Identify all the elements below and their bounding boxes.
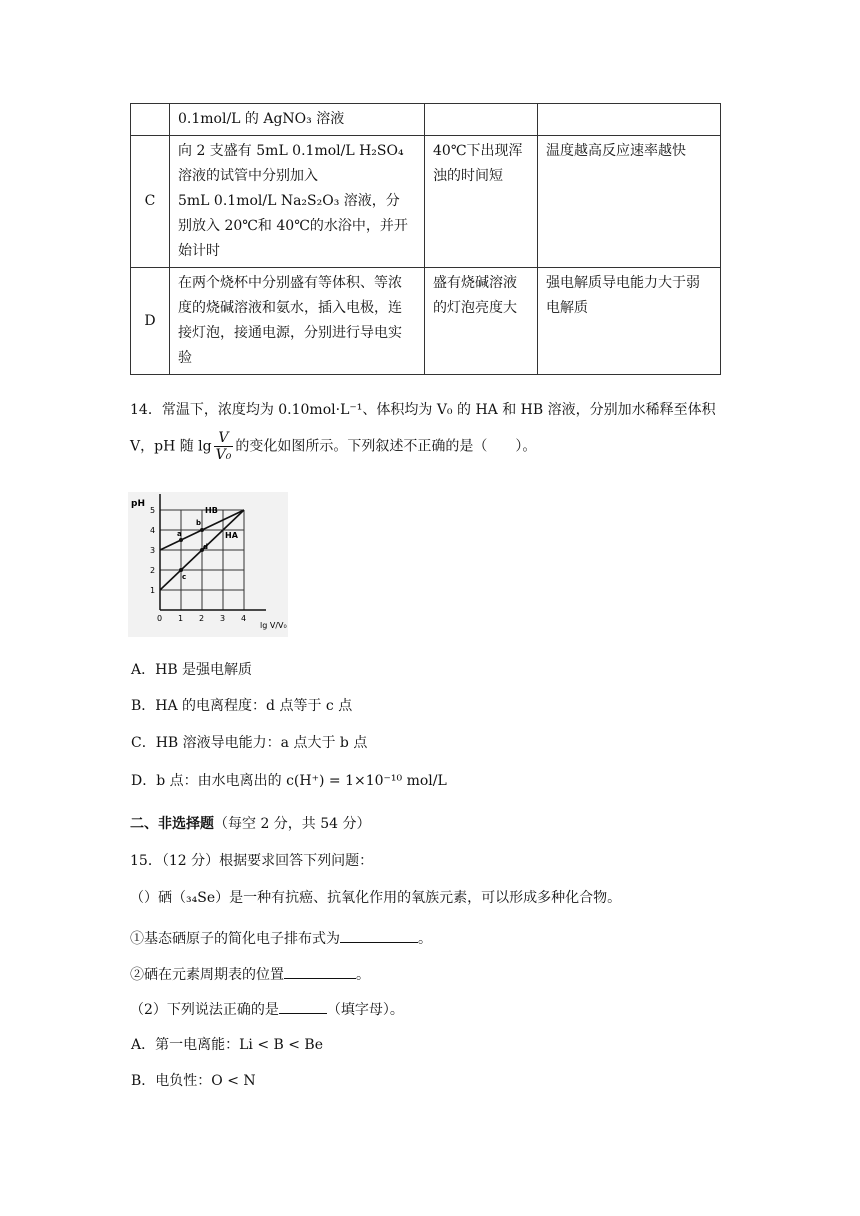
option-c: C．HB 溶液导电能力：a 点大于 b 点 [131,735,368,751]
option-b: B．HA 的电离程度：d 点等于 c 点 [131,698,353,714]
cell-conclusion: 温度越高反应速率越快 [538,136,721,268]
row-label-c: C [131,136,170,268]
cell-line: 强电解质导电能力大于弱 [546,275,700,291]
cell-line: 的灯泡亮度大 [433,300,517,316]
cell-line: 溶液的试管中分别加入 [178,168,318,184]
question-15-sub2: （2）下列说法正确的是 （填字母）。 [130,998,404,1022]
cell-line: 40℃下出现浑 [433,143,523,159]
answer-blank[interactable] [279,999,327,1014]
x-tick-label: 2 [199,614,205,623]
cell-line: 在两个烧杯中分别盛有等体积、等浓 [178,275,402,291]
question-14-stem-line2: V，pH 随 lg $\frac{V}{\text{V₀}}$ 的变化如图所示。下列叙述不正确的是（ ）。 [130,430,537,463]
table-row [131,268,721,375]
data-point [200,528,204,532]
cell-line: 验 [178,350,192,366]
x-tick-label: 4 [241,614,247,623]
question-15-sub1a: ①基态硒原子的简化电子排布式为 。 [130,927,432,951]
cell-conclusion [538,104,721,136]
x-tick-label: 0 [157,614,163,623]
answer-blank[interactable] [284,964,356,979]
cell-line: 向 2 支盛有 5mL 0.1mol/L H₂SO₄ [178,143,404,159]
cell-phenomenon [425,104,538,136]
y-tick-label: 4 [150,526,156,535]
x-tick-label: 3 [220,614,226,623]
row-label-empty [131,104,170,136]
cell-line: 别放入 20℃和 40℃的水浴中，并开 [178,218,408,234]
y-tick-label: 2 [150,566,156,575]
cell-line: 电解质 [546,300,588,316]
cell-line: 接灯泡，接通电源，分别进行导电实 [178,325,402,341]
graph-svg [128,492,288,637]
answer-blank[interactable] [340,928,418,943]
series-label-ha: HA [225,531,238,540]
cell-operation: 0.1mol/L 的 AgNO₃ 溶液 [170,104,425,136]
cell-phenomenon [425,136,538,268]
data-point [179,538,183,542]
cell-line: 始计时 [178,243,220,259]
point-label: a [177,530,182,538]
point-label: b [196,519,202,527]
x-tick-label: 1 [178,614,184,623]
option-a: A．HB 是强电解质 [131,662,253,678]
fraction-v-over-v0: $\frac{V}{\text{V₀}}$ [215,430,232,463]
row-label-d: D [131,268,170,375]
y-axis-label: pH [131,499,145,509]
cell-phenomenon [425,268,538,375]
point-label: c [182,573,187,581]
cell-operation [170,268,425,375]
section-heading: 二、非选择题（每空 2 分，共 54 分） [130,816,371,832]
cell-line: 度的烧碱溶液和氨水，插入电极，连 [178,300,402,316]
cell-conclusion [538,268,721,375]
cell-line: 浊的时间短 [433,168,503,184]
series-label-hb: HB [205,506,218,515]
option-d: D．b 点：由水电离出的 c(H⁺) = 1×10⁻¹⁰ mol/L [131,773,447,789]
table-row [131,136,721,268]
point-label: d [203,543,209,551]
question-15-sub1: （）硒（₃₄Se）是一种有抗癌、抗氧化作用的氧族元素，可以形成多种化合物。 [130,890,622,906]
option-15-b: B．电负性：O < N [131,1073,256,1089]
data-point [179,568,183,572]
question-15-sub1b: ②硒在元素周期表的位置 。 [130,963,370,987]
experiment-table [130,103,721,375]
cell-operation [170,136,425,268]
cell-line: 盛有烧碱溶液 [433,275,517,291]
question-15-stem: 15．（12 分）根据要求回答下列问题： [130,853,374,869]
y-tick-label: 3 [150,546,156,555]
y-tick-label: 5 [150,506,156,515]
question-14-stem: 14．常温下，浓度均为 0.10mol·L⁻¹、体积均为 V₀ 的 HA 和 HB 溶液，分别加水稀释至体积 [130,402,716,418]
option-15-a: A．第一电离能：Li < B < Be [131,1037,324,1053]
y-tick-label: 1 [150,586,156,595]
cell-line: 5mL 0.1mol/L Na₂S₂O₃ 溶液，分 [178,193,400,209]
table-row [131,104,721,136]
x-axis-label: lg V/V₀ [260,621,287,630]
ph-dilution-graph [128,492,288,637]
